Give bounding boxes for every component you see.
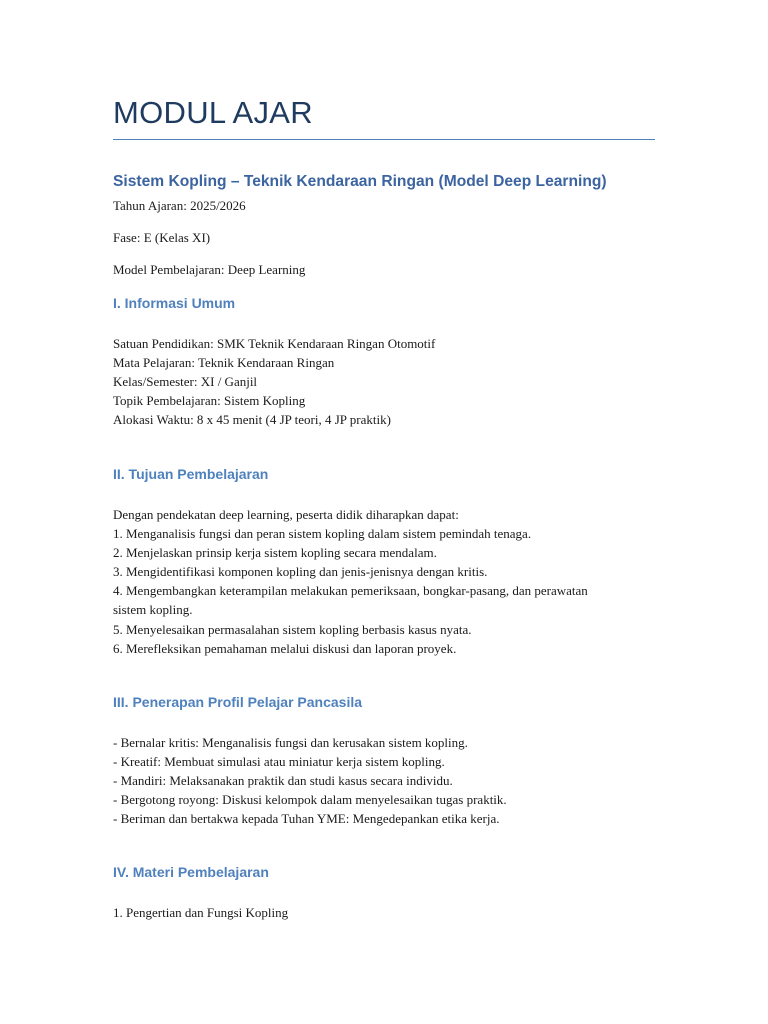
- body-line: Kelas/Semester: XI / Ganjil: [113, 374, 258, 390]
- document-subtitle: Sistem Kopling – Teknik Kendaraan Ringan (Model Deep Learning): [113, 173, 607, 190]
- section-heading-tujuan-pembelajaran: II. Tujuan Pembelajaran: [113, 466, 269, 482]
- body-line: Satuan Pendidikan: SMK Teknik Kendaraan Ringan Otomotif: [113, 336, 436, 351]
- document-title: MODUL AJAR: [113, 95, 313, 130]
- section-heading-profil-pelajar-pancasila: III. Penerapan Profil Pelajar Pancasila: [113, 694, 363, 710]
- title-divider: [113, 139, 655, 140]
- meta-academic-year: Tahun Ajaran: 2025/2026: [113, 198, 246, 213]
- list-item: - Beriman dan bertakwa kepada Tuhan YME: Mengedepankan etika kerja.: [113, 811, 500, 827]
- body-line: Alokasi Waktu: 8 x 45 menit (4 JP teori, 4 JP praktik): [113, 412, 391, 428]
- section-heading-materi-pembelajaran: IV. Materi Pembelajaran: [113, 864, 269, 880]
- list-item: - Bernalar kritis: Menganalisis fungsi dan kerusakan sistem kopling.: [113, 735, 468, 750]
- list-item: - Mandiri: Melaksanakan praktik dan studi kasus secara individu.: [113, 773, 453, 789]
- list-item: 6. Merefleksikan pemahaman melalui diskusi dan laporan proyek.: [113, 640, 457, 656]
- section-body-materi-pembelajaran: [113, 903, 655, 922]
- meta-learning-model: Model Pembelajaran: Deep Learning: [113, 262, 306, 277]
- list-item: 5. Menyelesaikan permasalahan sistem kopling berbasis kasus nyata.: [113, 621, 472, 637]
- body-line: Topik Pembelajaran: Sistem Kopling: [113, 393, 306, 409]
- list-item: 3. Mengidentifikasi komponen kopling dan jenis-jenisnya dengan kritis.: [113, 564, 488, 580]
- section-heading-informasi-umum: I. Informasi Umum: [113, 295, 236, 311]
- list-item-continuation: sistem kopling.: [113, 602, 193, 618]
- section-body-tujuan-pembelajaran: [113, 505, 655, 658]
- meta-phase: Fase: E (Kelas XI): [113, 230, 211, 245]
- list-item: 1. Pengertian dan Fungsi Kopling: [113, 905, 289, 920]
- list-item: - Bergotong royong: Diskusi kelompok dalam menyelesaikan tugas praktik.: [113, 792, 507, 808]
- body-line: Dengan pendekatan deep learning, peserta didik diharapkan dapat:: [113, 507, 459, 522]
- section-body-informasi-umum: [113, 334, 655, 429]
- list-item: 2. Menjelaskan prinsip kerja sistem kopling secara mendalam.: [113, 545, 437, 561]
- body-line: Mata Pelajaran: Teknik Kendaraan Ringan: [113, 355, 335, 371]
- list-item: - Kreatif: Membuat simulasi atau miniatur kerja sistem kopling.: [113, 754, 445, 770]
- section-body-profil-pelajar-pancasila: [113, 733, 655, 828]
- list-item: 4. Mengembangkan keterampilan melakukan pemeriksaan, bongkar-pasang, dan perawatan: [113, 583, 588, 599]
- list-item: 1. Menganalisis fungsi dan peran sistem kopling dalam sistem pemindah tenaga.: [113, 526, 532, 542]
